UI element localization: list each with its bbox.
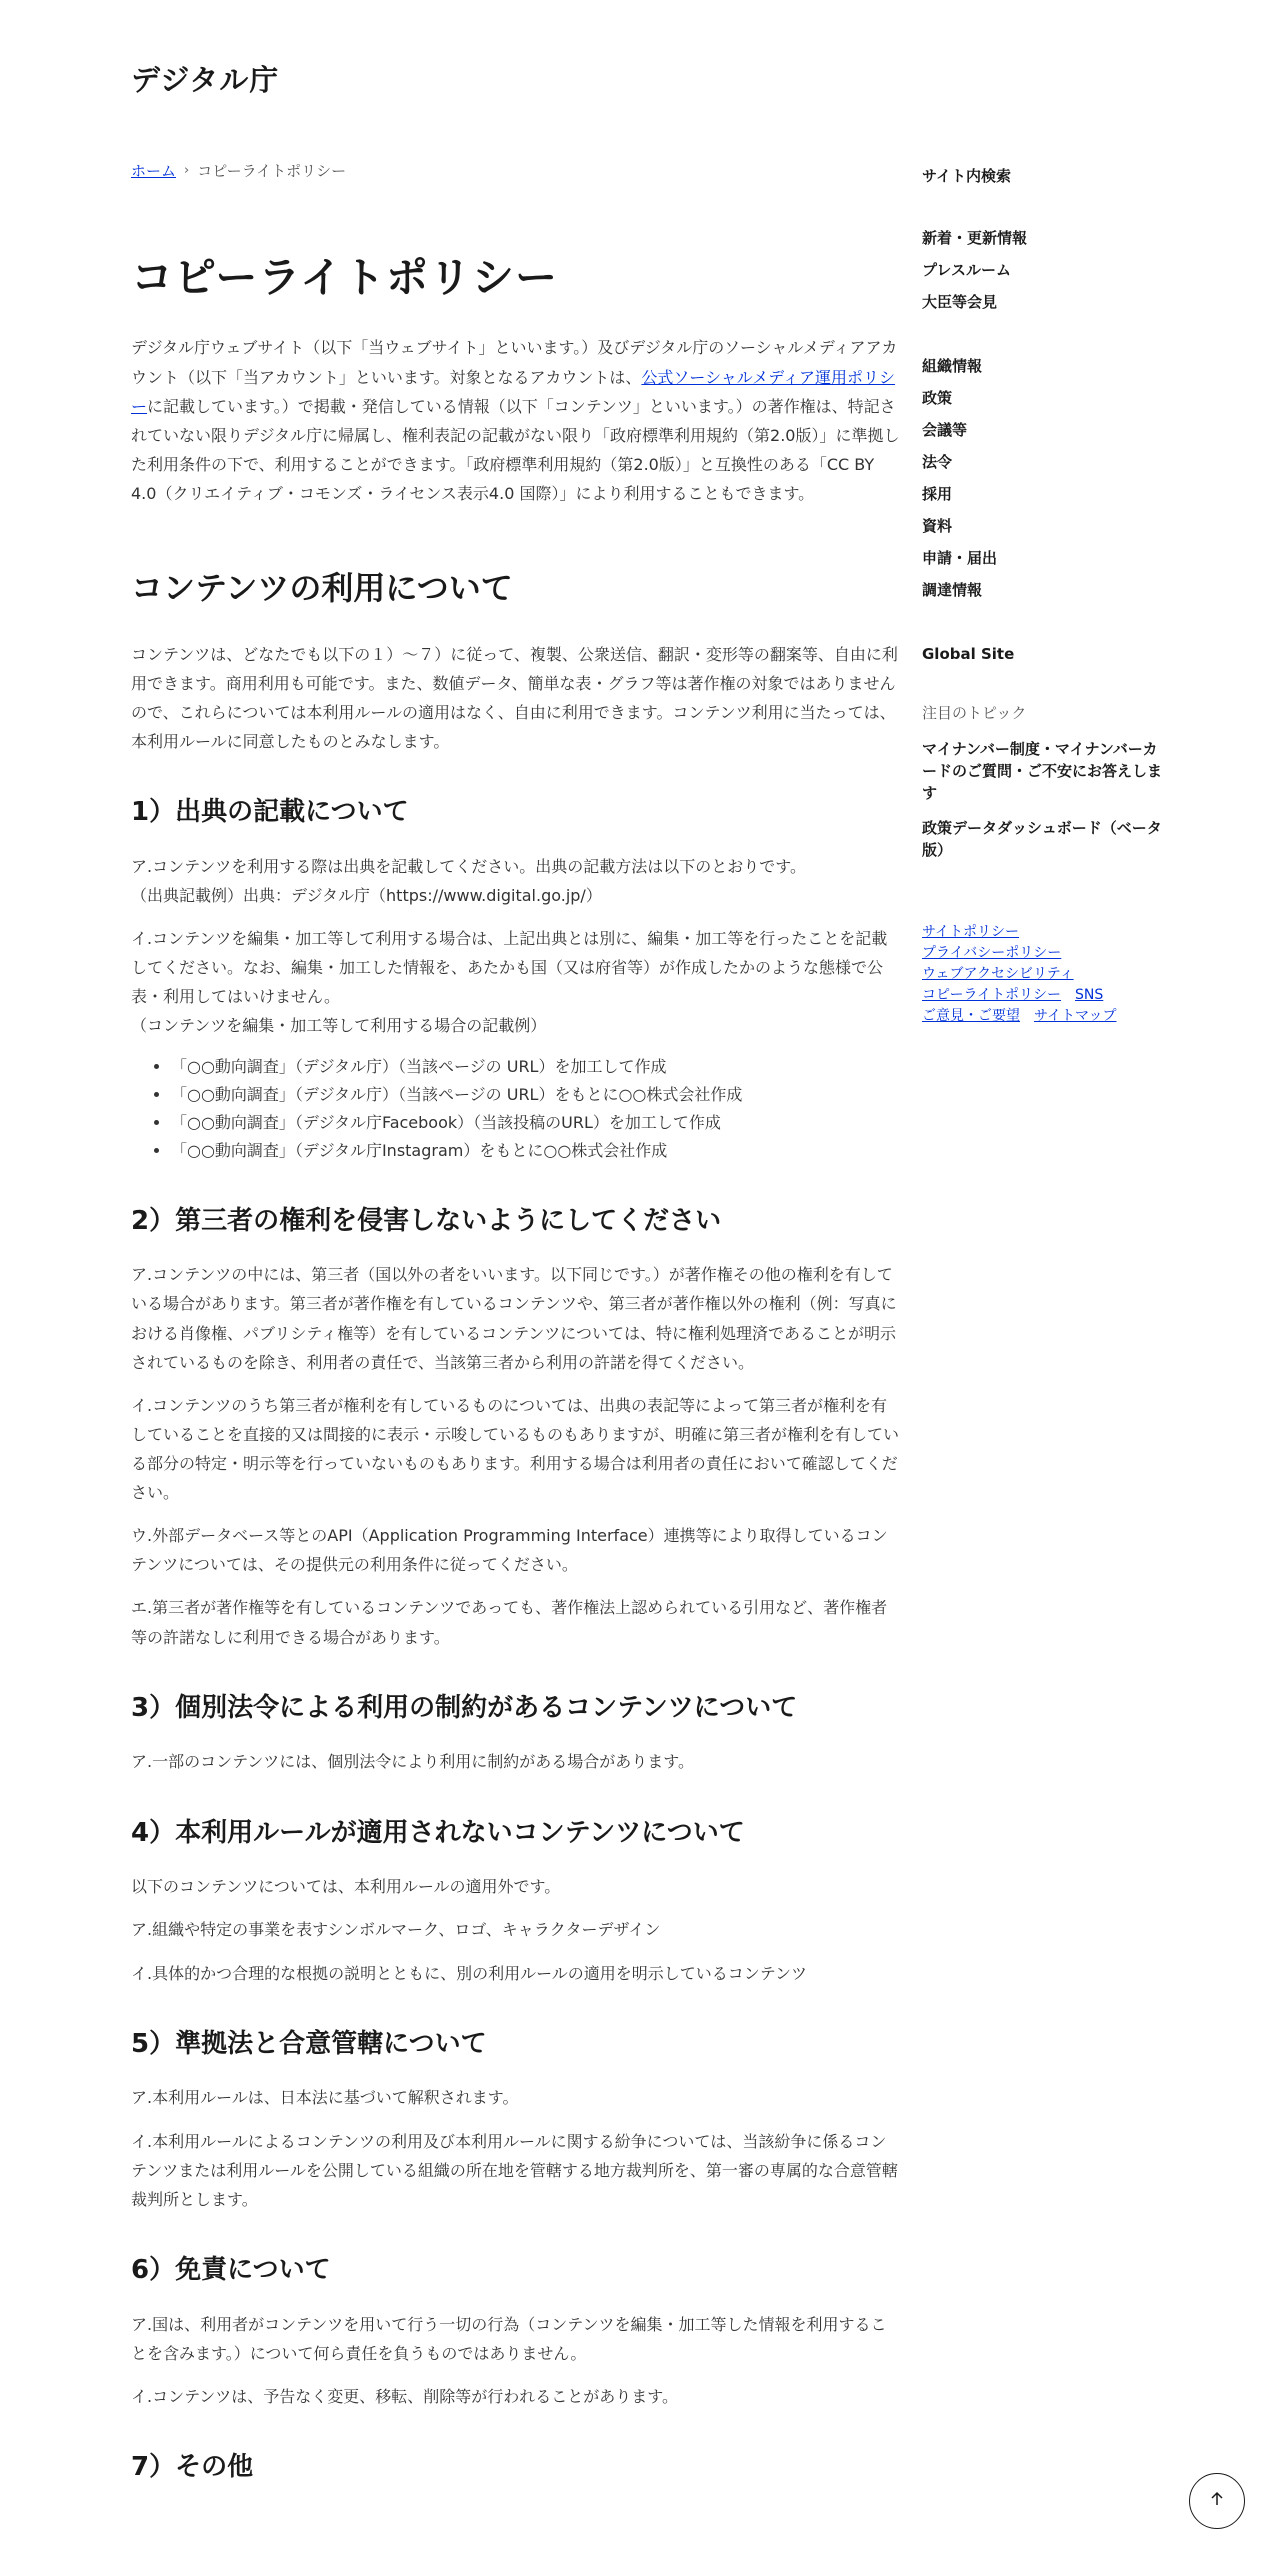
intro-text-2: に記載しています。）で掲載・発信している情報（以下「コンテンツ」といいます。）の著作権は、特記されていない限りデジタル庁に帰属し、権利表記の記載がない限り「政府標準利用規約（第2.0版）」に準拠した利用条件の下で、利用することができます。「政府標準利用規約（第2.0版）」と互換性のある「CC BY 4.0（クリエイティブ・コモンズ・ライセンス表示4.0 国際）」により利用することもできます。 [131, 396, 900, 503]
intro-paragraph [131, 333, 901, 508]
s4-paragraph-a: ア.組織や特定の事業を表すシンボルマーク、ロゴ、キャラクターデザイン [131, 1920, 661, 1940]
s2-paragraph-d: エ.第三者が著作権等を有しているコンテンツであっても、著作権法上認められている引用など、著作権者等の許諾なしに利用できる場合があります。 [131, 1598, 888, 1647]
sidebar-global-group [922, 638, 1162, 670]
site-search-label[interactable]: サイト内検索 [922, 167, 1011, 185]
sidebar-item-policy[interactable]: 政策 [922, 389, 953, 407]
sidebar-item-global-site[interactable]: Global Site [922, 645, 1015, 663]
heading-other: 7）その他 [131, 2452, 254, 2483]
site-search-button[interactable] [922, 160, 1162, 192]
s1-text-a: ア.コンテンツを利用する際は出典を記載してください。出典の記載方法は以下のとおりです。 [131, 856, 807, 876]
chevron-right-icon: › [184, 163, 190, 178]
main-content [131, 160, 901, 2507]
sidebar-item-meetings[interactable]: 会議等 [922, 421, 968, 439]
breadcrumb [131, 160, 901, 181]
section-heading-content-use: コンテンツの利用について [131, 569, 513, 608]
s1-paragraph-a [131, 852, 901, 910]
list-item: • 「○○動向調査」（デジタル庁Facebook）（当該投稿のURL）を加工して作成 [171, 1109, 901, 1137]
s4-paragraph-intro: 以下のコンテンツについては、本利用ルールの適用外です。 [131, 1877, 561, 1897]
heading-third-party-rights: 2）第三者の権利を侵害しないようにしてください [131, 1205, 722, 1236]
copyright-policy-link[interactable]: コピーライトポリシー [922, 986, 1062, 1003]
heading-legal-restrictions: 3）個別法令による利用の制約があるコンテンツについて [131, 1692, 798, 1723]
page-title: コピーライトポリシー [131, 253, 559, 302]
s2-paragraph-b: イ.コンテンツのうち第三者が権利を有しているものについては、出典の表記等によって第三者が権利を有していることを直接的又は間接的に表示・示唆しているものもありますが、明確に第三者が権利を有している部分の特定・明示等を行っていないものもあります。利用する場合は利用者の責任において確認してください。 [131, 1395, 900, 1503]
list-item: • 「○○動向調査」（デジタル庁）（当該ページの URL）をもとに○○株式会社作成 [171, 1081, 901, 1109]
s1-example: （出典記載例）出典：デジタル庁（https://www.digital.go.jp/） [131, 885, 602, 905]
sns-link[interactable]: SNS [1075, 986, 1104, 1003]
heading-governing-law: 5）準拠法と合意管轄について [131, 2028, 487, 2059]
topic-link-policy-dashboard[interactable]: 政策データダッシュボード（ベータ版） [922, 819, 1162, 859]
sitemap-link[interactable]: サイトマップ [1034, 1007, 1117, 1024]
breadcrumb-current: コピーライトポリシー [197, 162, 347, 180]
site-logo[interactable]: デジタル庁 [131, 63, 280, 97]
sidebar-news-group [922, 222, 1162, 318]
feedback-link[interactable]: ご意見・ご要望 [922, 1007, 1020, 1024]
heading-excluded-content: 4）本利用ルールが適用されないコンテンツについて [131, 1817, 745, 1848]
back-to-top-button[interactable] [1189, 2473, 1245, 2529]
s2-paragraph-a: ア.コンテンツの中には、第三者（国以外の者をいいます。以下同じです。）が著作権その他の権利を有している場合があります。第三者が著作権を有しているコンテンツや、第三者が著作権以外の権利（例：写真における肖像権、パブリシティ権等）を有しているコンテンツについては、特に権利処理済であることが明示されているものを除き、利用者の責任で、当該第三者から利用の許諾を得てください。 [131, 1265, 897, 1372]
sidebar-item-procurement[interactable]: 調達情報 [922, 581, 983, 599]
topics-heading: 注目のトピック [922, 704, 1027, 722]
attribution-examples-list [131, 1053, 901, 1165]
list-item: • 「○○動向調査」（デジタル庁）（当該ページの URL）を加工して作成 [171, 1053, 901, 1081]
sidebar-main-group [922, 350, 1162, 606]
intro-text-1: デジタル庁ウェブサイト（以下「当ウェブサイト」といいます。）及びデジタル庁のソーシャルメディアアカウント（以下「当アカウント」といいます。対象となるアカウントは、 [131, 338, 898, 387]
s5-paragraph-a: ア.本利用ルールは、日本法に基づいて解釈されます。 [131, 2088, 519, 2108]
sidebar-item-recruitment[interactable]: 採用 [922, 485, 953, 503]
privacy-policy-link[interactable]: プライバシーポリシー [922, 944, 1062, 961]
sidebar-item-news[interactable]: 新着・更新情報 [922, 229, 1028, 247]
list-item: • 「○○動向調査」（デジタル庁Instagram）をもとに○○株式会社作成 [171, 1137, 901, 1165]
sidebar [922, 160, 1162, 1027]
s2-paragraph-c: ウ.外部データベース等とのAPI（Application Programming Interface）連携等により取得しているコンテンツについては、その提供元の利用条件に従ってください。 [131, 1526, 888, 1575]
sidebar-item-press-room[interactable]: プレスルーム [922, 261, 1011, 279]
social-media-policy-link[interactable]: 公式ソーシャルメディア運用ポリシー [131, 367, 896, 416]
sidebar-item-organization[interactable]: 組織情報 [922, 357, 983, 375]
s3-paragraph-a: ア.一部のコンテンツには、個別法令により利用に制約がある場合があります。 [131, 1752, 695, 1772]
s1-paragraph-b [131, 924, 901, 1040]
topic-link-mynumber[interactable]: マイナンバー制度・マイナンバーカードのご質問・ご不安にお答えします [922, 740, 1163, 802]
s6-paragraph-a: ア.国は、利用者がコンテンツを用いて行う一切の行為（コンテンツを編集・加工等した情報を利用することを含みます。）について何ら責任を負うものではありません。 [131, 2314, 887, 2363]
heading-disclaimer: 6）免責について [131, 2254, 331, 2285]
section-intro: コンテンツは、どなたでも以下の１）～７）に従って、複製、公衆送信、翻訳・変形等の翻案等、自由に利用できます。商用利用も可能です。また、数値データ、簡単な表・グラフ等は著作権の対象ではありませんので、これらについては本利用ルールの適用はなく、自由に利用できます。コンテンツ利用に当たっては、本利用ルールに同意したものとみなします。 [131, 644, 898, 751]
heading-source-attribution: 1）出典の記載について [131, 797, 409, 828]
s5-paragraph-b: イ.本利用ルールによるコンテンツの利用及び本利用ルールに関する紛争については、当該紛争に係るコンテンツまたは利用ルールを公開している組織の所在地を管轄する地方裁判所を、第一審の専属的な合意管轄裁判所とします。 [131, 2131, 898, 2209]
site-policy-link[interactable]: サイトポリシー [922, 923, 1020, 940]
sidebar-item-laws[interactable]: 法令 [922, 453, 953, 471]
s1-text-b: イ.コンテンツを編集・加工等して利用する場合は、上記出典とは別に、編集・加工等を行ったことを記載してください。なお、編集・加工した情報を、あたかも国（又は府省等）が作成したかのような態様で公表・利用してはいけません。 [131, 929, 888, 1007]
sidebar-item-materials[interactable]: 資料 [922, 517, 953, 535]
arrow-up-icon [1208, 2490, 1226, 2512]
s4-paragraph-b: イ.具体的かつ合理的な根拠の説明とともに、別の利用ルールの適用を明示しているコンテンツ [131, 1963, 807, 1983]
accessibility-link[interactable]: ウェブアクセシビリティ [922, 965, 1074, 982]
sidebar-item-press-conference[interactable]: 大臣等会見 [922, 293, 998, 311]
footer-links [922, 922, 1162, 1027]
s6-paragraph-b: イ.コンテンツは、予告なく変更、移転、削除等が行われることがあります。 [131, 2386, 679, 2406]
sidebar-item-applications[interactable]: 申請・届出 [922, 549, 998, 567]
s1-example-heading: （コンテンツを編集・加工等して利用する場合の記載例） [131, 1016, 547, 1036]
breadcrumb-home-link[interactable]: ホーム [131, 162, 177, 180]
